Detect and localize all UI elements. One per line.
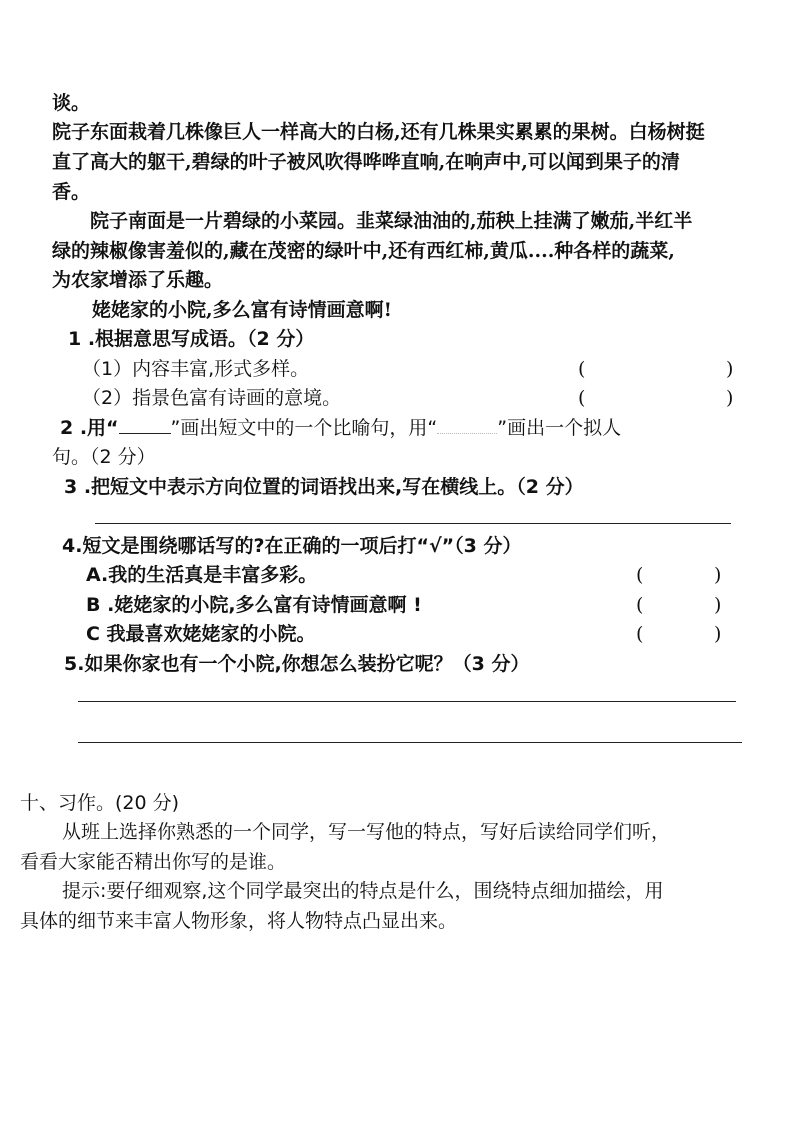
answer-paren-open: ( [636,564,644,586]
question-4-option-c: C 我最喜欢姥姥家的小院。 [86,623,316,645]
answer-paren-open: ( [578,358,586,380]
question-4-option-b: B .姥姥家的小院,多么富有诗情画意啊 ! [86,594,422,616]
question-5-title: 5.如果你家也有一个小院,你想怎么装扮它呢？（3 分） [64,653,530,675]
question-2-part-b: ”画出短文中的一个比喻句，用“ [170,417,438,439]
composition-paragraph-line: 从班上选择你熟悉的一个同学，写一写他的特点，写好后读给同学们听， [62,821,671,843]
passage-line: 绿的辣椒像害羞似的,藏在茂密的绿叶中,还有西红柿,黄瓜....种各样的蔬菜, [52,240,675,262]
answer-paren-open: ( [636,594,644,616]
answer-paren-close: ) [714,564,722,586]
question-1-item-1: （1）内容丰富,形式多样。 [82,358,310,380]
answer-line[interactable] [95,523,731,524]
wavy-underline-sample [437,415,497,434]
composition-paragraph-line: 具体的细节来丰富人物形象，将人物特点凸显出来。 [20,910,458,932]
straight-underline-sample [119,415,171,434]
question-4-title: 4.短文是围绕哪话写的?在正确的一项后打“√”（3 分） [62,535,522,557]
composition-paragraph-line: 提示:要仔细观察,这个同学最突出的特点是什么，围绕特点细加描绘，用 [62,880,664,902]
question-4-option-a: A.我的生活真是丰富多彩。 [86,564,318,586]
question-2-line-2: 句。（2 分） [52,446,156,468]
question-1-title: 1 .根据意思写成语。（2 分） [68,328,315,350]
answer-paren-close: ) [714,623,722,645]
question-2-part-a: 2 .用“ [60,417,119,439]
answer-line[interactable] [78,742,742,743]
answer-paren-close: ) [726,387,734,409]
passage-line: 香。 [52,181,91,203]
answer-paren-open: ( [578,387,586,409]
passage-line: 院子南面是一片碧绿的小菜园。韭菜绿油油的,茄秧上挂满了嫩茄,半红半 [90,210,693,232]
answer-paren-close: ) [726,358,734,380]
question-3-title: 3 .把短文中表示方向位置的词语找出来,写在横线上。（2 分） [64,476,584,498]
question-2-line-1 [60,415,621,441]
passage-line: 谈。 [52,92,91,114]
answer-paren-close: ) [714,594,722,616]
composition-heading: 十、习作。(20 分) [20,792,180,814]
passage-line: 为农家增添了乐趣。 [52,269,224,291]
answer-line[interactable] [78,701,736,702]
passage-line: 院子东面栽着几株像巨人一样高大的白杨,还有几株果实累累的果树。白杨树挺 [52,121,705,143]
question-1-item-2: （2）指景色富有诗画的意境。 [82,387,342,409]
question-2-part-c: ”画出一个拟人 [497,417,622,439]
passage-line: 直了高大的躯干,碧绿的叶子被风吹得哗哗直响,在响声中,可以闻到果子的清 [52,151,680,173]
answer-paren-open: ( [636,623,644,645]
composition-paragraph-line: 看看大家能否精出你写的是谁。 [20,851,287,873]
passage-line: 姥姥家的小院,多么富有诗情画意啊! [92,299,392,321]
